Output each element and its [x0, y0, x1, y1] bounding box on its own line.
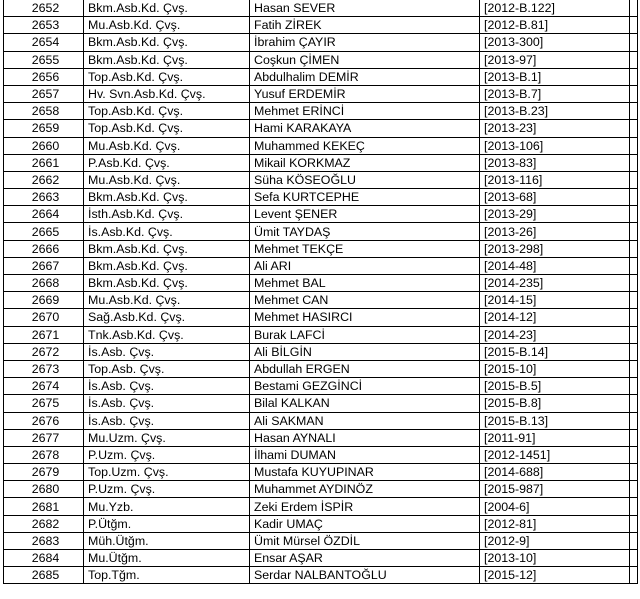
- name-cell: Muhammed KEKEÇ: [250, 137, 480, 154]
- trailing-cell: [630, 189, 638, 206]
- trailing-cell: [630, 395, 638, 412]
- row-number-cell: 2683: [4, 532, 84, 549]
- rank-cell: İs.Asb. Çvş.: [84, 343, 250, 360]
- table-row: [4, 120, 638, 137]
- code-cell: [2012-81]: [480, 515, 630, 532]
- code-cell: [2014-12]: [480, 309, 630, 326]
- code-cell: [2013-116]: [480, 171, 630, 188]
- code-cell: [2015-B.5]: [480, 378, 630, 395]
- name-cell: Mehmet HASIRCI: [250, 309, 480, 326]
- name-cell: Mehmet ERİNCİ: [250, 103, 480, 120]
- table-row: [4, 275, 638, 292]
- table-row: [4, 223, 638, 240]
- table-row: [4, 326, 638, 343]
- name-cell: Serdar NALBANTOĞLU: [250, 567, 480, 584]
- name-cell: Mikail KORKMAZ: [250, 154, 480, 171]
- row-number-cell: 2665: [4, 223, 84, 240]
- name-cell: Süha KÖSEOĞLU: [250, 171, 480, 188]
- rank-cell: Mu.Yzb.: [84, 498, 250, 515]
- row-number-cell: 2658: [4, 103, 84, 120]
- table-row: [4, 429, 638, 446]
- table-row: [4, 292, 638, 309]
- code-cell: [2015-B.14]: [480, 343, 630, 360]
- row-number-cell: 2657: [4, 85, 84, 102]
- trailing-cell: [630, 550, 638, 567]
- row-number-cell: 2660: [4, 137, 84, 154]
- trailing-cell: [630, 68, 638, 85]
- code-cell: [2012-1451]: [480, 446, 630, 463]
- code-cell: [2013-26]: [480, 223, 630, 240]
- row-number-cell: 2662: [4, 171, 84, 188]
- rank-cell: P.Uzm. Çvş.: [84, 481, 250, 498]
- rank-cell: Bkm.Asb.Kd. Çvş.: [84, 257, 250, 274]
- row-number-cell: 2672: [4, 343, 84, 360]
- table-row: [4, 395, 638, 412]
- name-cell: Hasan SEVER: [250, 0, 480, 17]
- name-cell: Mehmet BAL: [250, 275, 480, 292]
- code-cell: [2012-B.81]: [480, 17, 630, 34]
- trailing-cell: [630, 498, 638, 515]
- code-cell: [2013-10]: [480, 550, 630, 567]
- rank-cell: Top.Tğm.: [84, 567, 250, 584]
- trailing-cell: [630, 51, 638, 68]
- name-cell: Sefa KURTCEPHE: [250, 189, 480, 206]
- table-row: [4, 360, 638, 377]
- row-number-cell: 2661: [4, 154, 84, 171]
- table-row: [4, 34, 638, 51]
- code-cell: [2013-B.23]: [480, 103, 630, 120]
- trailing-cell: [630, 481, 638, 498]
- table-row: [4, 309, 638, 326]
- row-number-cell: 2652: [4, 0, 84, 17]
- row-number-cell: 2680: [4, 481, 84, 498]
- trailing-cell: [630, 103, 638, 120]
- rank-cell: İs.Asb. Çvş.: [84, 395, 250, 412]
- rank-cell: Top.Asb.Kd. Çvş.: [84, 120, 250, 137]
- rank-cell: Mu.Uzm. Çvş.: [84, 429, 250, 446]
- personnel-table-body: [4, 0, 638, 584]
- rank-cell: Top.Asb.Kd. Çvş.: [84, 103, 250, 120]
- row-number-cell: 2671: [4, 326, 84, 343]
- row-number-cell: 2656: [4, 68, 84, 85]
- code-cell: [2013-83]: [480, 154, 630, 171]
- name-cell: Bilal KALKAN: [250, 395, 480, 412]
- trailing-cell: [630, 240, 638, 257]
- table-row: [4, 17, 638, 34]
- row-number-cell: 2675: [4, 395, 84, 412]
- name-cell: Ensar AŞAR: [250, 550, 480, 567]
- rank-cell: P.Asb.Kd. Çvş.: [84, 154, 250, 171]
- rank-cell: Sağ.Asb.Kd. Çvş.: [84, 309, 250, 326]
- trailing-cell: [630, 446, 638, 463]
- table-row: [4, 378, 638, 395]
- rank-cell: P.Ütğm.: [84, 515, 250, 532]
- rank-cell: Mu.Asb.Kd. Çvş.: [84, 17, 250, 34]
- trailing-cell: [630, 120, 638, 137]
- code-cell: [2012-9]: [480, 532, 630, 549]
- name-cell: Levent ŞENER: [250, 206, 480, 223]
- row-number-cell: 2678: [4, 446, 84, 463]
- rank-cell: Bkm.Asb.Kd. Çvş.: [84, 189, 250, 206]
- row-number-cell: 2666: [4, 240, 84, 257]
- row-number-cell: 2682: [4, 515, 84, 532]
- code-cell: [2015-B.8]: [480, 395, 630, 412]
- table-row: [4, 85, 638, 102]
- code-cell: [2014-23]: [480, 326, 630, 343]
- row-number-cell: 2670: [4, 309, 84, 326]
- rank-cell: Bkm.Asb.Kd. Çvş.: [84, 0, 250, 17]
- name-cell: Ümit TAYDAŞ: [250, 223, 480, 240]
- table-row: [4, 343, 638, 360]
- name-cell: Ali BİLGİN: [250, 343, 480, 360]
- table-row: [4, 68, 638, 85]
- table-row: [4, 240, 638, 257]
- table-row: [4, 498, 638, 515]
- trailing-cell: [630, 223, 638, 240]
- row-number-cell: 2653: [4, 17, 84, 34]
- row-number-cell: 2673: [4, 360, 84, 377]
- table-row: [4, 171, 638, 188]
- table-row: [4, 103, 638, 120]
- code-cell: [2013-106]: [480, 137, 630, 154]
- trailing-cell: [630, 464, 638, 481]
- rank-cell: Bkm.Asb.Kd. Çvş.: [84, 240, 250, 257]
- rank-cell: Bkm.Asb.Kd. Çvş.: [84, 34, 250, 51]
- rank-cell: Tnk.Asb.Kd. Çvş.: [84, 326, 250, 343]
- personnel-table: [3, 0, 638, 584]
- trailing-cell: [630, 532, 638, 549]
- rank-cell: Top.Uzm. Çvş.: [84, 464, 250, 481]
- name-cell: Kadir UMAÇ: [250, 515, 480, 532]
- name-cell: İlhami DUMAN: [250, 446, 480, 463]
- trailing-cell: [630, 0, 638, 17]
- trailing-cell: [630, 360, 638, 377]
- code-cell: [2014-15]: [480, 292, 630, 309]
- rank-cell: Bkm.Asb.Kd. Çvş.: [84, 51, 250, 68]
- trailing-cell: [630, 343, 638, 360]
- code-cell: [2004-6]: [480, 498, 630, 515]
- code-cell: [2015-987]: [480, 481, 630, 498]
- row-number-cell: 2676: [4, 412, 84, 429]
- table-row: [4, 567, 638, 584]
- rank-cell: İs.Asb. Çvş.: [84, 412, 250, 429]
- trailing-cell: [630, 137, 638, 154]
- table-row: [4, 412, 638, 429]
- table-row: [4, 51, 638, 68]
- trailing-cell: [630, 206, 638, 223]
- name-cell: Hasan AYNALI: [250, 429, 480, 446]
- rank-cell: Mu.Asb.Kd. Çvş.: [84, 171, 250, 188]
- trailing-cell: [630, 326, 638, 343]
- code-cell: [2013-68]: [480, 189, 630, 206]
- row-number-cell: 2685: [4, 567, 84, 584]
- code-cell: [2011-91]: [480, 429, 630, 446]
- code-cell: [2013-B.7]: [480, 85, 630, 102]
- code-cell: [2013-300]: [480, 34, 630, 51]
- trailing-cell: [630, 309, 638, 326]
- row-number-cell: 2677: [4, 429, 84, 446]
- name-cell: Fatih ZİREK: [250, 17, 480, 34]
- name-cell: Mustafa KUYUPINAR: [250, 464, 480, 481]
- row-number-cell: 2684: [4, 550, 84, 567]
- name-cell: Ali SAKMAN: [250, 412, 480, 429]
- code-cell: [2013-97]: [480, 51, 630, 68]
- rank-cell: Mu.Asb.Kd. Çvş.: [84, 292, 250, 309]
- row-number-cell: 2681: [4, 498, 84, 515]
- table-row: [4, 154, 638, 171]
- trailing-cell: [630, 154, 638, 171]
- row-number-cell: 2679: [4, 464, 84, 481]
- row-number-cell: 2669: [4, 292, 84, 309]
- name-cell: Mehmet CAN: [250, 292, 480, 309]
- trailing-cell: [630, 292, 638, 309]
- name-cell: Ümit Mürsel ÖZDİL: [250, 532, 480, 549]
- code-cell: [2015-10]: [480, 360, 630, 377]
- trailing-cell: [630, 275, 638, 292]
- name-cell: Muhammet AYDINÖZ: [250, 481, 480, 498]
- trailing-cell: [630, 515, 638, 532]
- name-cell: Yusuf ERDEMİR: [250, 85, 480, 102]
- rank-cell: İsth.Asb.Kd. Çvş.: [84, 206, 250, 223]
- row-number-cell: 2667: [4, 257, 84, 274]
- trailing-cell: [630, 34, 638, 51]
- code-cell: [2014-48]: [480, 257, 630, 274]
- trailing-cell: [630, 85, 638, 102]
- name-cell: Hami KARAKAYA: [250, 120, 480, 137]
- trailing-cell: [630, 257, 638, 274]
- name-cell: Mehmet TEKÇE: [250, 240, 480, 257]
- rank-cell: İs.Asb. Çvş.: [84, 378, 250, 395]
- table-row: [4, 550, 638, 567]
- rank-cell: Bkm.Asb.Kd. Çvş.: [84, 275, 250, 292]
- table-row: [4, 0, 638, 17]
- table-row: [4, 532, 638, 549]
- rank-cell: Mu.Asb.Kd. Çvş.: [84, 137, 250, 154]
- code-cell: [2013-B.1]: [480, 68, 630, 85]
- table-row: [4, 257, 638, 274]
- table-row: [4, 206, 638, 223]
- trailing-cell: [630, 171, 638, 188]
- table-row: [4, 137, 638, 154]
- name-cell: Abdullah ERGEN: [250, 360, 480, 377]
- row-number-cell: 2663: [4, 189, 84, 206]
- rank-cell: Müh.Ütğm.: [84, 532, 250, 549]
- table-row: [4, 189, 638, 206]
- trailing-cell: [630, 412, 638, 429]
- row-number-cell: 2664: [4, 206, 84, 223]
- row-number-cell: 2654: [4, 34, 84, 51]
- table-row: [4, 481, 638, 498]
- name-cell: İbrahim ÇAYIR: [250, 34, 480, 51]
- code-cell: [2012-B.122]: [480, 0, 630, 17]
- row-number-cell: 2655: [4, 51, 84, 68]
- name-cell: Abdulhalim DEMİR: [250, 68, 480, 85]
- code-cell: [2015-B.13]: [480, 412, 630, 429]
- code-cell: [2015-12]: [480, 567, 630, 584]
- code-cell: [2014-235]: [480, 275, 630, 292]
- rank-cell: Top.Asb.Kd. Çvş.: [84, 68, 250, 85]
- row-number-cell: 2659: [4, 120, 84, 137]
- rank-cell: Top.Asb. Çvş.: [84, 360, 250, 377]
- rank-cell: P.Uzm. Çvş.: [84, 446, 250, 463]
- table-row: [4, 515, 638, 532]
- trailing-cell: [630, 378, 638, 395]
- code-cell: [2014-688]: [480, 464, 630, 481]
- name-cell: Coşkun ÇİMEN: [250, 51, 480, 68]
- rank-cell: Hv. Svn.Asb.Kd. Çvş.: [84, 85, 250, 102]
- trailing-cell: [630, 567, 638, 584]
- code-cell: [2013-23]: [480, 120, 630, 137]
- name-cell: Ali ARI: [250, 257, 480, 274]
- table-row: [4, 446, 638, 463]
- name-cell: Zeki Erdem İSPİR: [250, 498, 480, 515]
- trailing-cell: [630, 429, 638, 446]
- name-cell: Bestami GEZGİNCİ: [250, 378, 480, 395]
- rank-cell: İs.Asb.Kd. Çvş.: [84, 223, 250, 240]
- row-number-cell: 2668: [4, 275, 84, 292]
- rank-cell: Mu.Ütğm.: [84, 550, 250, 567]
- name-cell: Burak LAFCİ: [250, 326, 480, 343]
- table-row: [4, 464, 638, 481]
- trailing-cell: [630, 17, 638, 34]
- code-cell: [2013-29]: [480, 206, 630, 223]
- code-cell: [2013-298]: [480, 240, 630, 257]
- row-number-cell: 2674: [4, 378, 84, 395]
